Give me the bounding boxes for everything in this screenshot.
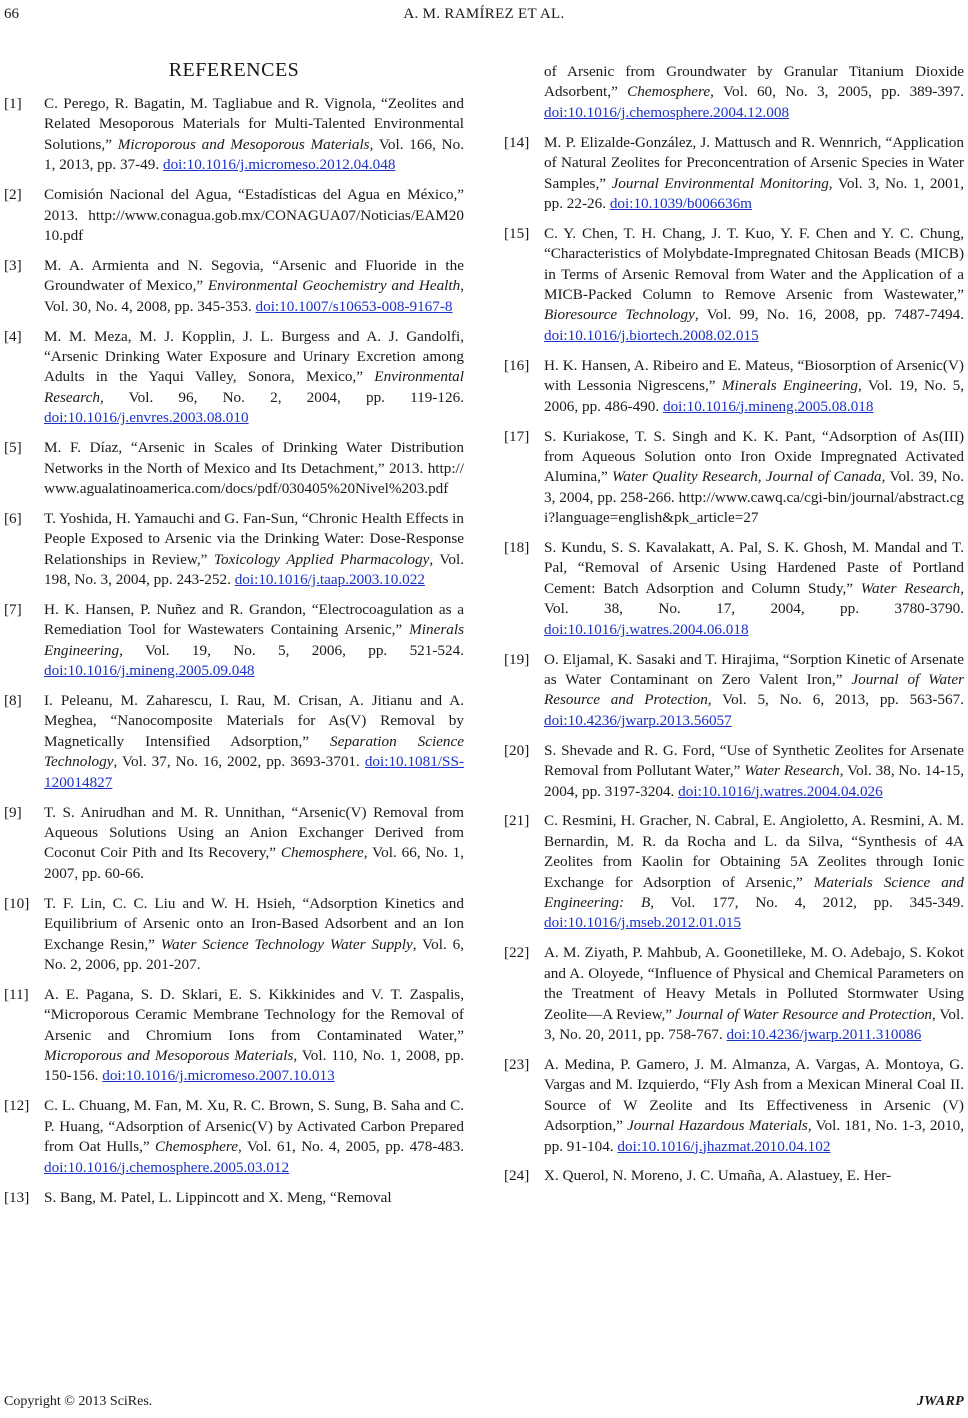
doi-link[interactable]: doi:10.1016/j.jhazmat.2010.04.102 [617, 1137, 831, 1155]
reference-number: [2] [4, 186, 22, 204]
reference-entry [4, 1096, 464, 1178]
reference-entry [4, 691, 464, 793]
reference-entry [4, 327, 464, 429]
reference-text [44, 94, 464, 176]
reference-entry [4, 600, 464, 682]
reference-citation: I. Peleanu, M. Zaharescu, I. Rau, M. Crisan, A. Jitianu and A. Meghea, “Nanocomposite Materials for As(V) Removal by Magnetically Intensified Adsorption,” [44, 692, 464, 750]
reference-url: http://www.conagua.gob.mx/CONAGUA07/Noticias/EAM2010.pdf [44, 206, 464, 244]
reference-citation: T. S. Anirudhan and M. R. Unnithan, “Arsenic(V) Removal from Aqueous Solutions Using an Anion Exchanger Derived from Coconut Coir Pith and Its Recovery,” [44, 803, 464, 862]
reference-text [544, 62, 964, 123]
doi-link[interactable]: doi:10.1016/j.mseb.2012.01.015 [544, 914, 742, 932]
reference-text [44, 327, 464, 429]
reference-details: , Vol. 39, No. 3, 2004, pp. 258-266. [544, 468, 964, 506]
reference-details: , Vol. 38, No. 17, 2004, pp. 3780-3790. [544, 579, 964, 618]
reference-citation: C. Y. Chen, T. H. Chang, J. T. Kuo, Y. F. Chen and Y. C. Chung, “Characteristics of Molybdate-Impregnated Chitosan Beads (MICB) in Terms of Arsenic Removal from Water and the Application of a MICB-Packed Column to Remove Arsenic from Wastewater,” [544, 224, 964, 304]
page-number: 66 [4, 6, 19, 22]
reference-text [544, 1055, 964, 1157]
reference-details: , Vol. 30, No. 4, 2008, pp. 345-353. [44, 277, 464, 315]
reference-number: [8] [4, 692, 22, 710]
doi-link[interactable]: doi:10.1016/j.mineng.2005.08.018 [662, 397, 874, 415]
reference-entry [504, 427, 964, 529]
reference-text [544, 356, 964, 417]
reference-text [544, 943, 964, 1045]
journal-name: Minerals Engineering [44, 621, 464, 659]
reference-citation: A. Medina, P. Gamero, J. M. Almanza, A. Vargas, A. Montoya, G. Vargas and M. Izquierdo, “Fly Ash from a Mexican Mineral Coal II. Source of W Zeolite and Its Effectiveness in Arsenic (V) Adsorption,” [544, 1055, 964, 1135]
doi-link[interactable]: doi:10.4236/jwarp.2011.310086 [726, 1025, 922, 1043]
reference-details: , Vol. 60, No. 3, 2005, pp. 389-397. [710, 83, 964, 101]
reference-details: , Vol. 3, No. 20, 2011, pp. 758-767. [544, 1005, 964, 1043]
reference-entry [504, 943, 964, 1045]
reference-citation: A. E. Pagana, S. D. Sklari, E. S. Kikkinides and V. T. Zaspalis, “Microporous Ceramic Membrane Technology for the Removal of Arsenic and Chromium Ions from Contaminated Water,” [44, 985, 464, 1044]
doi-link[interactable]: doi:10.1016/j.taap.2003.10.022 [234, 571, 425, 589]
journal-name: Journal of Water Resource and Protection [675, 1005, 933, 1023]
journal-name: Separation Science Technology [44, 732, 464, 771]
reference-number: [14] [504, 133, 530, 151]
doi-link[interactable]: doi:10.1016/j.watres.2004.04.026 [678, 782, 883, 800]
reference-text [44, 894, 464, 976]
doi-link[interactable]: doi:10.1016/j.biortech.2008.02.015 [544, 326, 759, 344]
reference-details: , Vol. 19, No. 5, 2006, pp. 521-524. [119, 641, 464, 659]
reference-details: , Vol. 19, No. 5, 2006, pp. 486-490. [544, 377, 964, 415]
reference-citation: Comisión Nacional del Agua, “Estadísticas del Agua en México,” 2013. [44, 186, 464, 224]
journal-name: Microporous and Mesoporous Materials [44, 1047, 294, 1065]
journal-name: Water Research [744, 762, 840, 780]
reference-details: , Vol. 99, No. 16, 2008, pp. 7487-7494. [694, 306, 964, 324]
reference-list-right [504, 62, 964, 1187]
journal-name: Water Quality Research, Journal of Canada [611, 468, 882, 486]
reference-entry [4, 803, 464, 885]
reference-number: [18] [504, 539, 530, 557]
reference-entry [504, 650, 964, 732]
reference-number: [9] [4, 803, 22, 821]
reference-citation: M. F. Díaz, “Arsenic in Scales of Drinking Water Distribution Networks in the North of Mexico and Its Detachment,” 2013. [44, 439, 464, 477]
doi-link[interactable]: doi:10.1016/j.micromeso.2007.10.013 [102, 1067, 335, 1085]
journal-name: Materials Science and Engineering: B [544, 873, 964, 912]
reference-text [44, 691, 464, 793]
reference-text [44, 438, 464, 499]
reference-number: [24] [504, 1167, 530, 1185]
journal-name: Chemosphere [280, 844, 364, 862]
reference-entry [504, 133, 964, 215]
reference-number: [16] [504, 356, 530, 374]
journal-name: Journal Hazardous Materials [627, 1117, 808, 1135]
reference-entry [4, 438, 464, 499]
left-column [4, 58, 464, 1378]
section-title: REFERENCES [168, 59, 300, 81]
reference-citation: A. M. Ziyath, P. Mahbub, A. Goonetilleke, M. O. Adebajo, S. Kokot and A. Oloyede, “Influence of Physical and Chemical Parameters on the Treatment of Heavy Metals in Polluted Stormwater Using Zeolite—A Review,” [544, 944, 964, 1023]
doi-link[interactable]: doi:10.1016/j.mineng.2005.09.048 [44, 662, 255, 680]
journal-name: Journal Environmental Monitoring [611, 174, 829, 192]
page-header [0, 0, 968, 30]
reference-citation: T. F. Lin, C. C. Liu and W. H. Hsieh, “Adsorption Kinetics and Equilibrium of Arsenic onto an Iron-Based Adsorbent and an Ion Exchange Resin,” [44, 894, 464, 953]
reference-url: http://www.cawq.ca/cgi-bin/journal/abstract.cgi?language=english&pk_article=27 [544, 488, 964, 527]
reference-text [44, 1188, 464, 1208]
reference-citation: M. M. Meza, M. J. Kopplin, J. L. Burgess and A. J. Gandolfi, “Arsenic Drinking Water Exposure and Urinary Excretion among Adults in the Yaqui Valley, Sonora, Mexico,” [44, 327, 464, 386]
reference-text [44, 803, 464, 885]
reference-number: [3] [4, 256, 22, 274]
reference-entry [504, 62, 964, 123]
journal-name: Bioresource Technology [544, 306, 695, 324]
reference-details: , Vol. 66, No. 1, 2007, pp. 60-66. [44, 844, 464, 882]
reference-citation: S. Shevade and R. G. Ford, “Use of Synthetic Zeolites for Arsenate Removal from Pollutant Water,” [544, 741, 964, 780]
reference-text [544, 538, 964, 640]
reference-list-left [4, 94, 464, 1208]
reference-details: , Vol. 6, No. 2, 2006, pp. 201-207. [44, 935, 464, 973]
reference-url: http://www.agualatinoamerica.com/docs/pdf/030405%20Nivel%203.pdf [44, 459, 464, 497]
reference-text [544, 133, 964, 215]
doi-link[interactable]: doi:10.1007/s10653-008-9167-8 [255, 297, 453, 315]
doi-link[interactable]: doi:10.4236/jwarp.2013.56057 [544, 711, 732, 729]
journal-name: Journal of Water Resource and Protection [544, 670, 964, 709]
reference-text [544, 811, 964, 933]
reference-number: [20] [504, 741, 530, 759]
reference-number: [13] [4, 1188, 30, 1206]
reference-text [544, 1166, 964, 1186]
reference-number: [6] [4, 509, 22, 527]
doi-link[interactable]: doi:10.1081/SS-120014827 [44, 753, 464, 791]
reference-details: , Vol. 166, No. 1, 2013, pp. 37-49. [44, 135, 464, 174]
reference-entry [4, 1188, 464, 1208]
reference-entry [4, 94, 464, 176]
reference-entry [504, 741, 964, 802]
reference-entry [4, 185, 464, 246]
reference-entry [504, 538, 964, 640]
reference-details: , Vol. 96, No. 2, 2004, pp. 119-126. [99, 388, 464, 406]
journal-name: Minerals Engineering [721, 377, 859, 395]
doi-link[interactable]: doi:10.1016/j.chemosphere.2005.03.012 [44, 1158, 290, 1176]
reference-citation: C. Resmini, H. Gracher, N. Cabral, E. Angioletto, A. Resmini, A. M. Bernardin, M. R. da Rocha and L. da Silva, “Synthesis of 4A Zeolites from Kaolin for Obtaining 5A Zeolites through Ionic Exchange for Adsorption of Arsenic,” [544, 812, 964, 891]
journal-name: Toxicology Applied Pharmacology [213, 550, 430, 568]
reference-details: , Vol. 198, No. 3, 2004, pp. 243-252. [44, 550, 464, 589]
doi-link[interactable]: doi:10.1016/j.chemosphere.2004.12.008 [544, 103, 790, 121]
reference-details: , Vol. 181, No. 1-3, 2010, pp. 91-104. [544, 1117, 964, 1155]
reference-number: [15] [504, 224, 530, 242]
reference-citation: S. Kundu, S. S. Kavalakatt, A. Pal, S. K. Ghosh, M. Mandal and T. Pal, “Removal of Arsenic Using Hardened Paste of Portland Cement: Batch Adsorption and Column Study,” [544, 539, 964, 597]
reference-citation: S. Bang, M. Patel, L. Lippincott and X. Meng, “Removal [44, 1188, 392, 1206]
reference-text [44, 1096, 464, 1178]
reference-citation: X. Querol, N. Moreno, J. C. Umaña, A. Alastuey, E. Her- [544, 1167, 892, 1185]
reference-citation: S. Kuriakose, T. S. Singh and K. K. Pant, “Adsorption of As(III) from Aqueous Solution onto Iron Oxide Impregnated Activated Alumina,” [544, 427, 964, 486]
reference-details: , Vol. 37, No. 16, 2002, pp. 3693-3701. [113, 753, 365, 771]
reference-entry [504, 1166, 964, 1186]
reference-number: [19] [504, 650, 530, 668]
doi-link[interactable]: doi:10.1016/j.watres.2004.06.018 [544, 620, 749, 638]
footer-copyright: Copyright © 2013 SciRes. [4, 1394, 153, 1409]
reference-number: [10] [4, 894, 30, 912]
reference-entry [4, 985, 464, 1087]
reference-number: [4] [4, 327, 22, 345]
reference-number: [7] [4, 600, 22, 618]
reference-text [44, 185, 464, 246]
reference-text [544, 427, 964, 529]
reference-number: [12] [4, 1097, 30, 1115]
reference-text [44, 600, 464, 682]
reference-citation: T. Yoshida, H. Yamauchi and G. Fan-Sun, “Chronic Health Effects in People Exposed to Arsenic via the Drinking Water: Dose-Response Relationships in Review,” [44, 509, 464, 568]
journal-name: Chemosphere [627, 83, 711, 101]
reference-number: [1] [4, 95, 22, 112]
reference-entry [504, 356, 964, 417]
reference-number: [5] [4, 439, 22, 457]
reference-number: [11] [4, 985, 29, 1003]
reference-number: [21] [504, 812, 530, 830]
right-column [504, 62, 964, 1382]
journal-name: Water Science Technology Water Supply [160, 935, 413, 953]
reference-number: [23] [504, 1055, 530, 1073]
journal-name: Water Research [860, 579, 961, 597]
doi-link[interactable]: doi:10.1016/j.envres.2003.08.010 [44, 409, 249, 427]
reference-number: [22] [504, 944, 530, 962]
journal-name: Chemosphere [155, 1138, 238, 1156]
reference-details: , Vol. 38, No. 14-15, 2004, pp. 3197-3204. [544, 762, 964, 800]
footer-journal: JWARP [916, 1394, 964, 1409]
journal-name: Microporous and Mesoporous Materials [117, 135, 370, 153]
reference-entry [504, 811, 964, 933]
running-title: A. M. RAMÍREZ ET AL. [403, 6, 565, 22]
reference-text [544, 650, 964, 732]
reference-citation: M. P. Elizalde-González, J. Mattusch and R. Wennrich, “Application of Natural Zeolites for Preconcentration of Arsenic Species in Water Samples,” [544, 133, 964, 192]
reference-entry [504, 224, 964, 346]
reference-citation: C. Perego, R. Bagatin, M. Tagliabue and R. Vignola, “Zeolites and Related Mesoporous Materials for Multi-Talented Environmental Solutions,” [44, 95, 464, 153]
reference-citation: H. K. Hansen, A. Ribeiro and E. Mateus, “Biosorption of Arsenic(V) with Lessonia Nigrescens,” [544, 356, 964, 395]
reference-citation: H. K. Hansen, P. Nuñez and R. Grandon, “Electrocoagulation as a Remediation Tool for Wastewaters Containing Arsenic,” [44, 600, 464, 639]
reference-details: , Vol. 61, No. 4, 2005, pp. 478-483. [237, 1138, 464, 1156]
reference-citation: C. L. Chuang, M. Fan, M. Xu, R. C. Brown, S. Sung, B. Saha and C. P. Huang, “Adsorption of Arsenic(V) by Activated Carbon Prepared from Oat Hulls,” [44, 1097, 464, 1156]
reference-entry [4, 256, 464, 317]
reference-number: [17] [504, 427, 530, 445]
doi-link[interactable]: doi:10.1039/b006636m [609, 194, 752, 212]
reference-citation: of Arsenic from Groundwater by Granular Titanium Dioxide Adsorbent,” [544, 63, 964, 101]
reference-citation: M. A. Armienta and N. Segovia, “Arsenic and Fluoride in the Groundwater of Mexico,” [44, 256, 464, 295]
reference-number [504, 62, 544, 123]
reference-entry [4, 509, 464, 591]
reference-text [44, 985, 464, 1087]
journal-name: Environmental Research [44, 368, 464, 406]
reference-text [44, 509, 464, 591]
reference-text [544, 741, 964, 802]
journal-name: Environmental Geochemistry and Health [207, 277, 461, 295]
doi-link[interactable]: doi:10.1016/j.micromeso.2012.04.048 [162, 156, 396, 174]
reference-details: , Vol. 177, No. 4, 2012, pp. 345-349. [650, 894, 964, 912]
reference-text [44, 256, 464, 317]
reference-citation: O. Eljamal, K. Sasaki and T. Hirajima, “Sorption Kinetic of Arsenate as Water Contaminant on Zero Valent Iron,” [544, 650, 964, 688]
reference-details: , Vol. 3, No. 1, 2001, pp. 22-26. [544, 174, 964, 212]
reference-entry [4, 894, 464, 976]
reference-details: , Vol. 5, No. 6, 2013, pp. 563-567. [707, 691, 964, 709]
reference-text [544, 224, 964, 346]
reference-entry [504, 1055, 964, 1157]
reference-details: , Vol. 110, No. 1, 2008, pp. 150-156. [44, 1047, 464, 1085]
